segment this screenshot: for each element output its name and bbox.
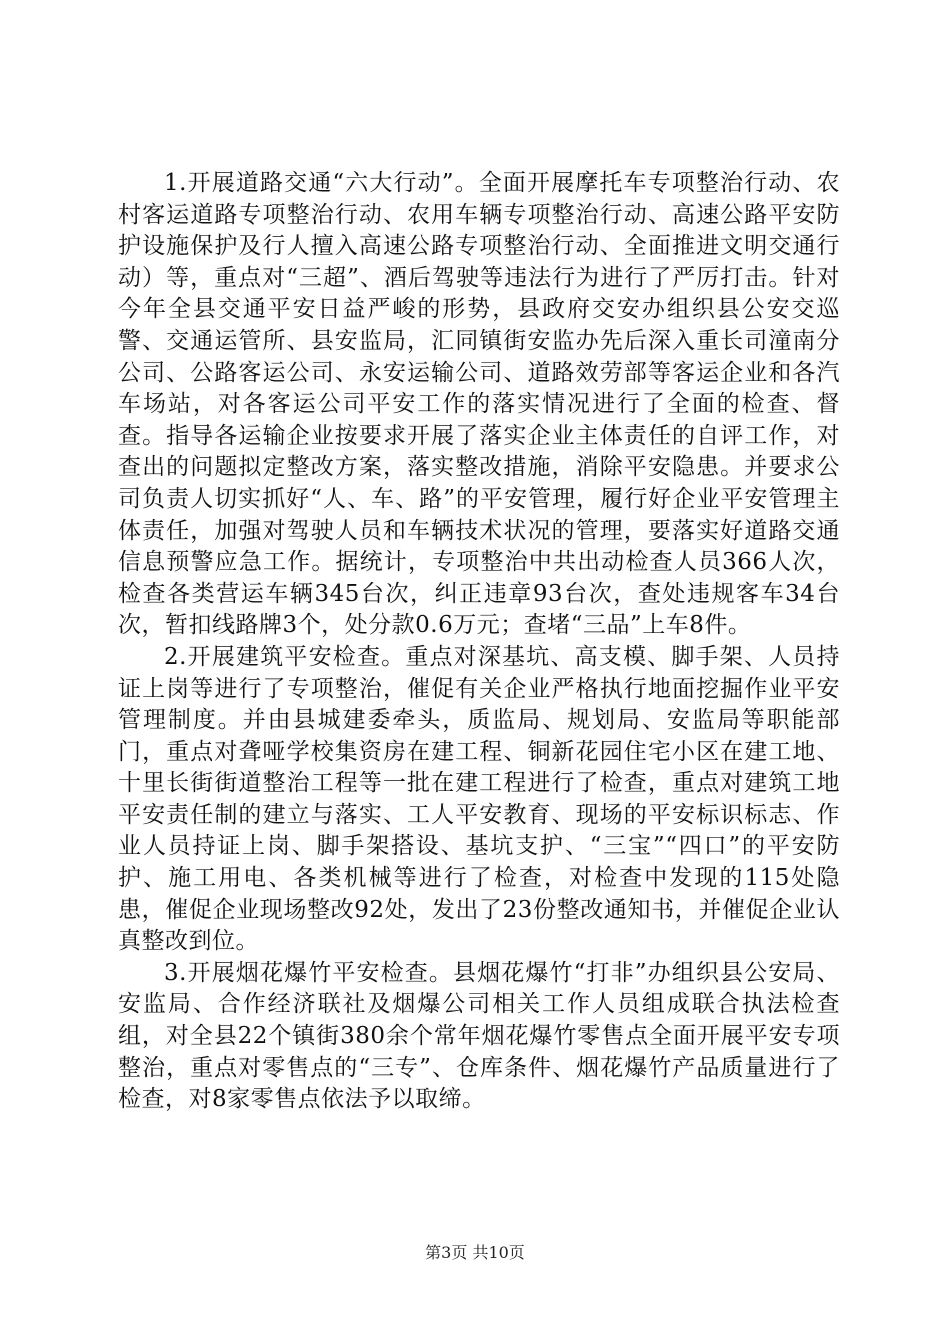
document-body [118,168,840,1116]
paragraph-road-traffic: 1.开展道路交通“六大行动”。全面开展摩托车专项整治行动、农村客运道路专项整治行动、农用车辆专项整治行动、高速公路平安防护设施保护及行人擅入高速公路专项整治行动、全面推进文明交通行动）等，重点对“三超”、酒后驾驶等违法行为进行了严厉打击。针对今年全县交通平安日益严峻的形势，县政府交安办组织县公安交巡警、交通运管所、县安监局，汇同镇街安监办先后深入重长司潼南分公司、公路客运公司、永安运输公司、道路效劳部等客运企业和各汽车场站，对各客运公司平安工作的落实情况进行了全面的检查、督查。指导各运输企业按要求开展了落实企业主体责任的自评工作，对查出的问题拟定整改方案，落实整改措施，消除平安隐患。并要求公司负责人切实抓好“人、车、路”的平安管理，履行好企业平安管理主体责任，加强对驾驶人员和车辆技术状况的管理，要落实好道路交通信息预警应急工作。据统计，专项整治中共出动检查人员366人次，检查各类营运车辆345台次，纠正违章93台次，查处违规客车34台次，暂扣线路牌3个，处分款0.6万元；查堵“三品”上车8件。 [118,170,840,639]
paragraph-construction-safety: 2.开展建筑平安检查。重点对深基坑、高支模、脚手架、人员持证上岗等进行了专项整治，催促有关企业严格执行地面挖掘作业平安管理制度。并由县城建委牵头，质监局、规划局、安监局等职能部门，重点对聋哑学校集资房在建工程、铜新花园住宅小区在建工地、十里长街街道整治工程等一批在建工程进行了检查，重点对建筑工地平安责任制的建立与落实、工人平安教育、现场的平安标识标志、作业人员持证上岗、脚手架搭设、基坑支护、“三宝”“四口”的平安防护、施工用电、各类机械等进行了检查，对检查中发现的115处隐患，催促企业现场整改92处，发出了23份整改通知书，并催促企业认真整改到位。 [118,643,840,955]
page-footer: 第3页 共10页 [425,1243,525,1262]
paragraph-fireworks-safety: 3.开展烟花爆竹平安检查。县烟花爆竹“打非”办组织县公安局、安监局、合作经济联社及烟爆公司相关工作人员组成联合执法检查组，对全县22个镇街380余个常年烟花爆竹零售点全面开展平安专项整治，重点对零售点的“三专”、仓库条件、烟花爆竹产品质量进行了检查，对8家零售点依法予以取缔。 [118,959,840,1113]
